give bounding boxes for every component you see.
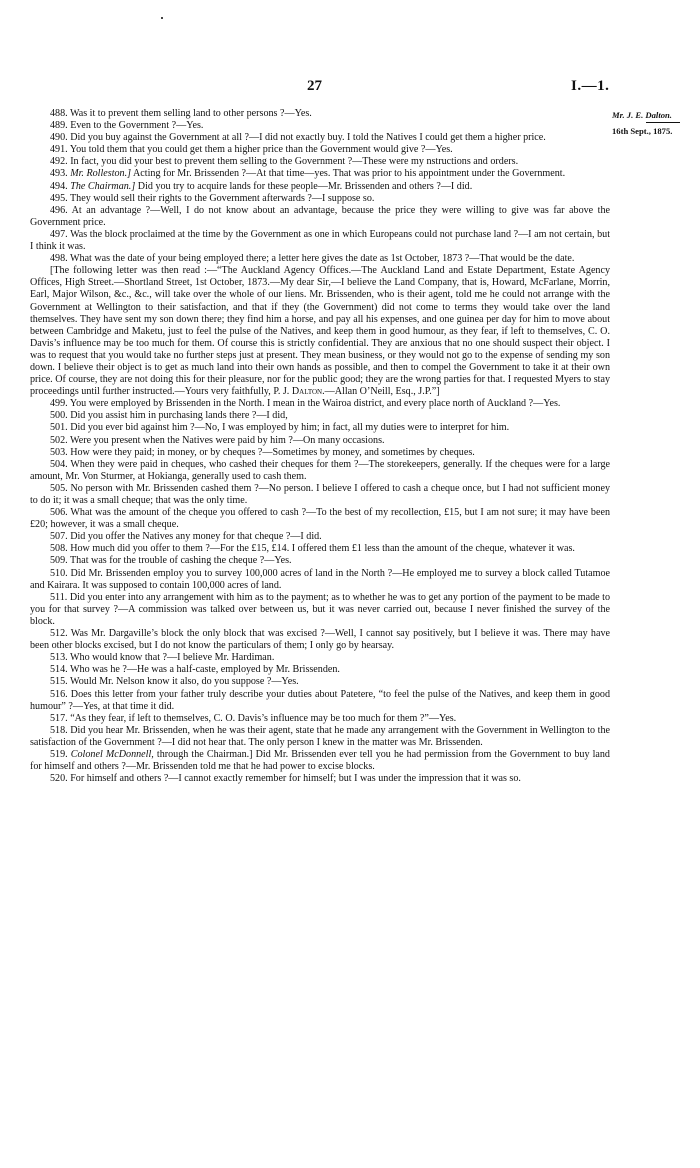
testimony-paragraph	[30, 592, 610, 628]
question-number: 493.	[50, 168, 68, 180]
scan-speck	[161, 17, 163, 19]
paragraph-text: Acting for Mr. Brissenden ?—At that time—yes. That was prior to his appointment under the Government.	[133, 168, 566, 180]
testimony-paragraph	[30, 713, 610, 725]
speaker-name: Mr. Rolleston.]	[70, 168, 132, 180]
speaker-name: The Chairman.]	[70, 180, 136, 192]
testimony-paragraph	[30, 132, 610, 144]
testimony-paragraph	[30, 144, 610, 156]
testimony-paragraph	[30, 749, 610, 773]
hearing-date: 16th Sept., 1875.	[612, 126, 673, 136]
testimony-paragraph	[30, 531, 610, 543]
testimony-paragraph	[30, 229, 610, 253]
paragraph-text: 517. “As they fear, if left to themselves, C. O. Davis’s influence may be too much for them ?”—Yes.	[50, 712, 457, 724]
testimony-paragraph	[30, 253, 610, 265]
testimony-paragraph	[30, 628, 610, 652]
paragraph-text: 520. For himself and others ?—I cannot exactly remember for himself; but I was under the impression that it was so.	[50, 773, 521, 785]
paragraph-text: 499. You were employed by Brissenden in the North. I mean in the Wairoa district, and every place north of Auckland ?—Yes.	[50, 398, 561, 410]
paragraph-text: 502. Were you present when the Natives were paid by him ?—On many occasions.	[50, 434, 385, 446]
page-header	[0, 78, 700, 98]
paragraph-text: through the Chairman.] Did Mr. Brissenden ever tell you he had permission from the Government to buy land for himself and others ?—Mr. Brissenden told me that he had power to excise blocks.	[30, 748, 610, 773]
testimony-paragraph	[30, 652, 610, 664]
testimony-paragraph	[30, 193, 610, 205]
paragraph-text: 508. How much did you offer to them ?—For the £15, £14. I offered them £1 less than the amount of the cheque, whatever it was.	[50, 543, 575, 555]
testimony-paragraph	[30, 676, 610, 688]
paragraph-text: 488. Was it to prevent them selling land to other persons ?—Yes.	[50, 108, 312, 119]
testimony-paragraph	[30, 725, 610, 749]
testimony-paragraph	[30, 435, 610, 447]
paragraph-text: 496. At an advantage ?—Well, I do not know about an advantage, because the price they were willing to give was far above the Government price.	[30, 204, 610, 228]
question-number: 519.	[50, 748, 68, 760]
paragraph-text: Did you try to acquire lands for these people—Mr. Brissenden and others ?—I did.	[137, 180, 473, 192]
paragraph-text: 515. Would Mr. Nelson know it also, do you suppose ?—Yes.	[50, 676, 299, 688]
testimony-paragraph	[30, 205, 610, 229]
paragraph-text: 514. Who was he ?—He was a half-caste, employed by Mr. Brissenden.	[50, 664, 340, 676]
paragraph-text: 512. Was Mr. Dargaville’s block the only block that was excised ?—Well, I cannot say positively, but I believe it was. There may have been other blocks excised, but I do not know the particulars of them; I only go by hearsay.	[30, 628, 610, 652]
testimony-paragraph	[30, 689, 610, 713]
testimony-paragraph	[30, 664, 610, 676]
paragraph-text: 497. Was the block proclaimed at the time by the Government as one in which Europeans could not purchase land ?—I am not certain, but I think it was.	[30, 228, 610, 253]
paragraph-text-continued: .—Allan O’Neill, Esq., J.P.”]	[322, 386, 440, 398]
testimony-body	[30, 108, 610, 785]
witness-name: Mr. J. E. Dalton.	[612, 110, 672, 120]
paragraph-text: 509. That was for the trouble of cashing the cheque ?—Yes.	[50, 555, 292, 567]
testimony-paragraph	[30, 168, 610, 180]
testimony-paragraph	[30, 410, 610, 422]
paragraph-text: 500. Did you assist him in purchasing lands there ?—I did,	[50, 410, 288, 422]
paragraph-text: 495. They would sell their rights to the Government afterwards ?—I suppose so.	[50, 192, 375, 204]
testimony-paragraph	[30, 265, 610, 398]
paragraph-text: 513. Who would know that ?—I believe Mr. Hardiman.	[50, 652, 275, 664]
question-number: 494.	[50, 180, 68, 192]
paragraph-text: 491. You told them that you could get them a higher price than the Government would give ?—Yes.	[50, 144, 453, 156]
testimony-paragraph	[30, 483, 610, 507]
testimony-paragraph	[30, 543, 610, 555]
paragraph-text: 489. Even to the Government ?—Yes.	[50, 120, 204, 132]
paragraph-text: 504. When they were paid in cheques, who cashed their cheques for them ?—The storekeepers, generally. If the cheques were for a large amount, Mr. Von Sturmer, at Hokianga, generally used to cash them.	[30, 458, 610, 482]
paragraph-text: 516. Does this letter from your father truly describe your duties about Patetere, “to feel the pulse of the Natives, and keep them in good humour” ?—Yes, at that time it did.	[30, 688, 610, 712]
testimony-paragraph	[30, 120, 610, 132]
testimony-paragraph	[30, 447, 610, 459]
testimony-paragraph	[30, 773, 610, 785]
margin-rule	[646, 122, 680, 123]
paragraph-text: 503. How were they paid; in money, or by cheques ?—Sometimes by money, and sometimes by cheques.	[50, 446, 475, 458]
testimony-paragraph	[30, 108, 610, 120]
paragraph-text: 490. Did you buy against the Government at all ?—I did not exactly buy. I told the Natives I could get them a higher price.	[50, 132, 546, 144]
paragraph-text: 506. What was the amount of the cheque you offered to cash ?—To the best of my recollection, £15, but I am not sure; it may have been £20; however, it was a small cheque.	[30, 507, 610, 531]
testimony-paragraph	[30, 181, 610, 193]
paragraph-text: 518. Did you hear Mr. Brissenden, when he was their agent, state that he made any arrangement with the Government in Wellington to the satisfaction of the Government ?—I did not hear that. The only person I knew in the matter was Mr. Brissenden.	[30, 724, 610, 748]
paragraph-text: 510. Did Mr. Brissenden employ you to survey 100,000 acres of land in the North ?—He employed me to survey a block called Tutamoe and Kairara. It was supposed to contain 100,000 acres of land.	[30, 567, 610, 591]
paragraph-text: 505. No person with Mr. Brissenden cashed them ?—No person. I believe I offered to cash a cheque once, but I had not sufficient money to do it; it was a small cheque; that was the only time.	[30, 482, 610, 506]
page-number: 27	[307, 78, 322, 94]
testimony-paragraph	[30, 568, 610, 592]
testimony-paragraph	[30, 398, 610, 410]
document-reference: I.—1.	[571, 78, 610, 94]
testimony-paragraph	[30, 555, 610, 567]
paragraph-text: [The following letter was then read :—“The Auckland Agency Offices.—The Auckland Land and Estate Department, Estate Agency Offices, High Street.—Shortland Street, 1st October, 1873.—My dear Sir,—I believe the Land Company, that is, Howard, McFarlane, Morrin, Earl, Major Wilson, &c., &c., will take over the whole of our liens. Mr. Brissenden, who is their agent, told me he could not arrange with the Government at Wellington to their satisfaction, and that if they (the Government) did not come to terms they would take over the land themselves. They have sent my son down there; they find him a horse, and pay all his expenses, and one guinea per day for him to move about between Cambridge and Maketu, just to feel the pulse of the Natives, and keep them in good humour, as they fear, if left to themselves, C. O. Davis’s influence may be too much for them. Of course this is strictly confidential. They are anxious that no one should suspect their object. I was to request that you would take no further steps just at present. They mean business, or they would not go to the expense of sending my son down. I believe their object is to get as much land into their own hands as possible, and then to compel the Government to take it at their own price. Of course, they are not doing this for their pleasure, nor for the public good; they are the wrong parties for that. I requested Myers to stay proceedings until further instructed.—Yours very faithfully, P. J.	[30, 265, 610, 398]
testimony-paragraph	[30, 156, 610, 168]
signatory-name: Dalton	[291, 386, 323, 398]
paragraph-text: 507. Did you offer the Natives any money for that cheque ?—I did.	[50, 531, 322, 543]
testimony-paragraph	[30, 422, 610, 434]
testimony-paragraph	[30, 459, 610, 483]
paragraph-text: 492. In fact, you did your best to prevent them selling to the Government ?—These were my nstructions and orders.	[50, 156, 519, 168]
paragraph-text: 501. Did you ever bid against him ?—No, I was employed by him; in fact, all my duties were to interpret for him.	[50, 422, 510, 434]
paragraph-text: 498. What was the date of your being employed there; a letter here gives the date as 1st October, 1873 ?—That would be the date.	[50, 253, 575, 265]
testimony-paragraph	[30, 507, 610, 531]
paragraph-text: 511. Did you enter into any arrangement with him as to the payment; as to whether he was to get any portion of the payment to be made to you for that survey ?—A commission was talked over between us, but it was never carried out, because I never finished the survey of the block.	[30, 591, 610, 627]
speaker-name: Colonel McDonnell,	[70, 748, 154, 760]
